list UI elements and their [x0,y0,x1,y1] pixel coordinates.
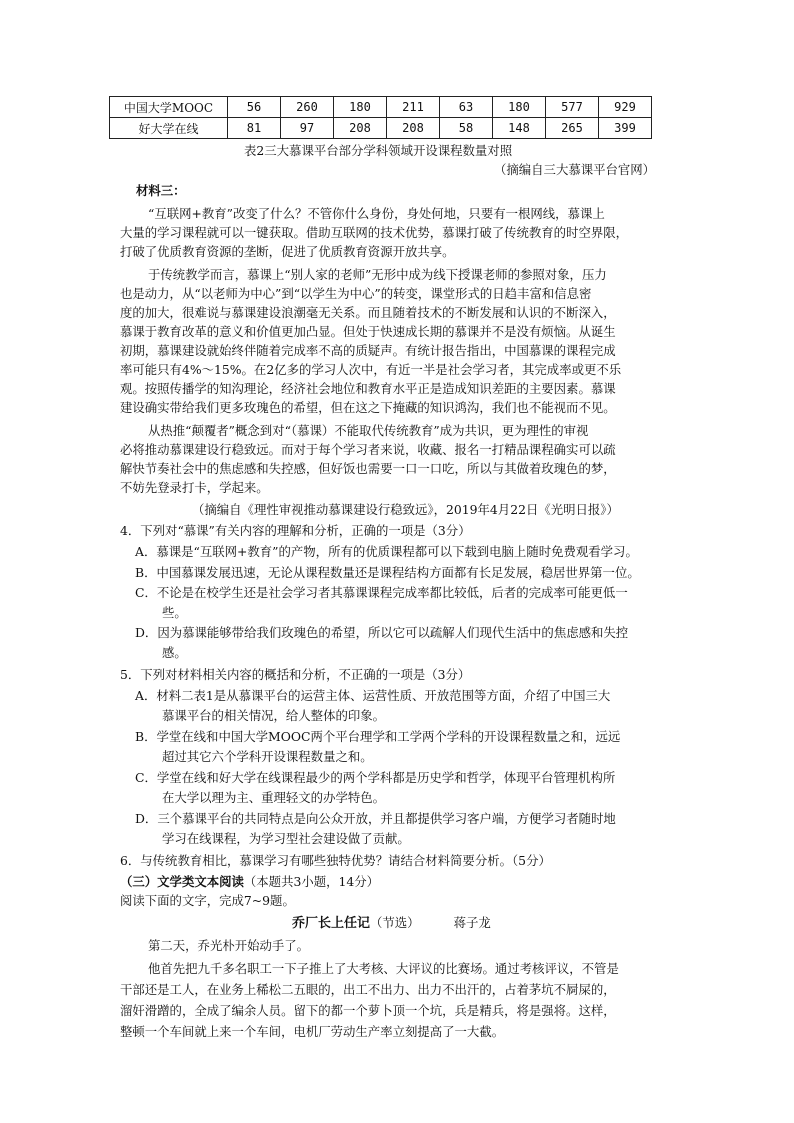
table-row [110,97,652,118]
question-4-option-a: A．慕课是“互联网+教育”的产物，所有的优质课程都可以下载到电脑上随时免费观看学习。 [135,544,638,559]
question-4-option-b: B．中国慕课发展迅速，无论从课程数量还是课程结构方面都有长足发展，稳居世界第一位。 [135,565,640,580]
course-count-table [109,96,652,139]
table-cell-platform: 好大学在线 [110,118,228,139]
table-cell: 211 [387,97,440,118]
question-6-stem: 6．与传统教育相比，慕课学习有哪些独特优势？请结合材料简要分析。（5分） [120,853,551,868]
story-line: 干部还是工人，在业务上稀松二五眼的，出工不出力、出力不出汗的，占着茅坑不屙屎的， [120,982,616,997]
paragraph-line: 于传统教学而言，慕课上“别人家的老师”无形中成为线下授课老师的参照对象，压力 [148,267,607,282]
paragraph-line: 也是动力，从“以老师为中心”到“以学生为中心”的转变，课堂形式的日趋丰富和信息密 [120,286,592,301]
question-5-option-d-cont: 学习在线课程，为学习型社会建设做了贡献。 [162,831,410,846]
paragraph-line: “互联网+教育”改变了什么？不管你什么身份，身处何地，只要有一根网线，慕课上 [148,206,605,221]
question-5-option-c: C．学堂在线和好大学在线课程最少的两个学科都是历史学和哲学，体现平台管理机构所 [135,770,616,785]
material3-source: （摘编自《理性审视推动慕课建设行稳致远》，2019年4月22日《光明日报》） [192,502,619,517]
story-title-line [292,915,491,932]
material3-heading: 材料三： [136,183,186,198]
table-cell: 97 [281,118,334,139]
table-cell: 265 [546,118,599,139]
paragraph-line: 打破了优质教育资源的垄断，促进了优质教育资源开放共享。 [120,244,455,259]
question-5-option-c-cont: 在大学以理为主、重理轻文的办学特色。 [162,790,386,805]
table-cell: 58 [440,118,493,139]
paragraph-line: 不妨先登录打卡，学起来。 [120,480,269,495]
table-cell: 63 [440,97,493,118]
story-line: 他首先把九千多名职工一下子推上了大考核、大评议的比赛场。通过考核评议，不管是 [148,961,619,976]
table-cell: 208 [387,118,440,139]
section3-heading-rest: （本题共3小题，14分） [243,874,380,889]
question-5-option-b: B．学堂在线和中国大学MOOC两个平台理学和工学两个学科的开设课程数量之和，远远 [135,729,621,744]
question-4-option-c: C．不论是在校学生还是社会学习者其慕课课程完成率都比较低，后者的完成率可能更低一 [135,585,628,600]
table-cell: 180 [334,97,387,118]
paragraph-line: 率可能只有4%～15%。在2亿多的学习人次中，有近一半是社会学习者，其完成率或更不乐 [120,362,622,377]
table-cell: 929 [599,97,652,118]
section3-heading-bold: （三）文学类文本阅读 [120,874,244,889]
table-cell: 81 [228,118,281,139]
paragraph-line: 建设确实带给我们更多玫瑰色的希望，但在这之下掩藏的知识鸿沟，我们也不能视而不见。 [120,400,616,415]
paragraph-line: 初期，慕课建设就始终伴随着完成率不高的质疑声。有统计报告指出，中国慕课的课程完成 [120,343,616,358]
section3-instruction: 阅读下面的文字，完成7~9题。 [120,893,295,908]
story-line: 整顿一个车间就上来一个车间，电机厂劳动生产率立刻提高了一大截。 [120,1024,505,1039]
table-caption: 表2三大慕课平台部分学科领域开设课程数量对照 [244,143,513,158]
paragraph-line: 慕课于教育改革的意义和价值更加凸显。但处于快速成长期的慕课并不是没有烦恼。从诞生 [120,324,616,339]
table-cell: 180 [493,97,546,118]
table-cell: 148 [493,118,546,139]
question-5-option-a-cont: 慕课平台的相关情况，给人整体的印象。 [162,708,386,723]
story-author: 蒋子龙 [453,915,491,930]
question-4-stem: 4．下列对“慕课”有关内容的理解和分析，正确的一项是（3分） [120,523,471,538]
paragraph-line: 观。按照传播学的知沟理论，经济社会地位和教育水平正是造成知识差距的主要因素。慕课 [120,381,616,396]
story-line: 溜奸滑蹭的，全成了编余人员。留下的都一个萝卜顶一个坑，兵是精兵，将是强将。这样， [120,1003,616,1018]
question-4-option-d-cont: 感。 [162,645,187,660]
question-4-option-d: D．因为慕课能够带给我们玫瑰色的希望，所以它可以疏解人们现代生活中的焦虑感和失控 [135,625,629,640]
paragraph-line: 必将推动慕课建设行稳致远。而对于每个学习者来说，收藏、报名一打精品课程确实可以疏 [120,442,616,457]
story-title: 乔厂长上任记 [292,916,371,931]
table-source: （摘编自三大慕课平台官网） [494,162,656,177]
story-line: 第二天，乔光朴开始动手了。 [148,938,310,953]
question-5-option-b-cont: 超过其它六个学科开设课程数量之和。 [162,749,373,764]
question-5-stem: 5．下列对材料相关内容的概括和分析，不正确的一项是（3分） [120,667,471,682]
table-cell: 208 [334,118,387,139]
table-cell: 260 [281,97,334,118]
table-cell: 399 [599,118,652,139]
paragraph-line: 从热推“颠覆者”概念到对“（慕课）不能取代传统教育”成为共识，更为理性的审视 [148,423,589,438]
table-row [110,118,652,139]
question-5-option-d: D．三个慕课平台的共同特点是向公众开放，并且都提供学习客户端，方便学习者随时地 [135,811,616,826]
story-title-note: （节选） [370,915,420,930]
paragraph-line: 解快节奏社会中的焦虑感和失控感，但好饭也需要一口一口吃，所以与其做着玫瑰色的梦， [120,461,616,476]
table-cell-platform: 中国大学MOOC [110,97,228,118]
section3-heading [120,874,379,890]
table-cell: 577 [546,97,599,118]
paragraph-line: 度的加大，很难说与慕课建设浪潮毫无关系。而且随着技术的不断发展和认识的不断深入， [120,305,616,320]
table-cell: 56 [228,97,281,118]
paragraph-line: 大量的学习课程就可以一键获取。借助互联网的技术优势，慕课打破了传统教育的时空界限， [120,225,629,240]
question-5-option-a: A．材料二表1是从慕课平台的运营主体、运营性质、开放范围等方面，介绍了中国三大 [135,688,611,703]
question-4-option-c-cont: 些。 [162,605,187,620]
